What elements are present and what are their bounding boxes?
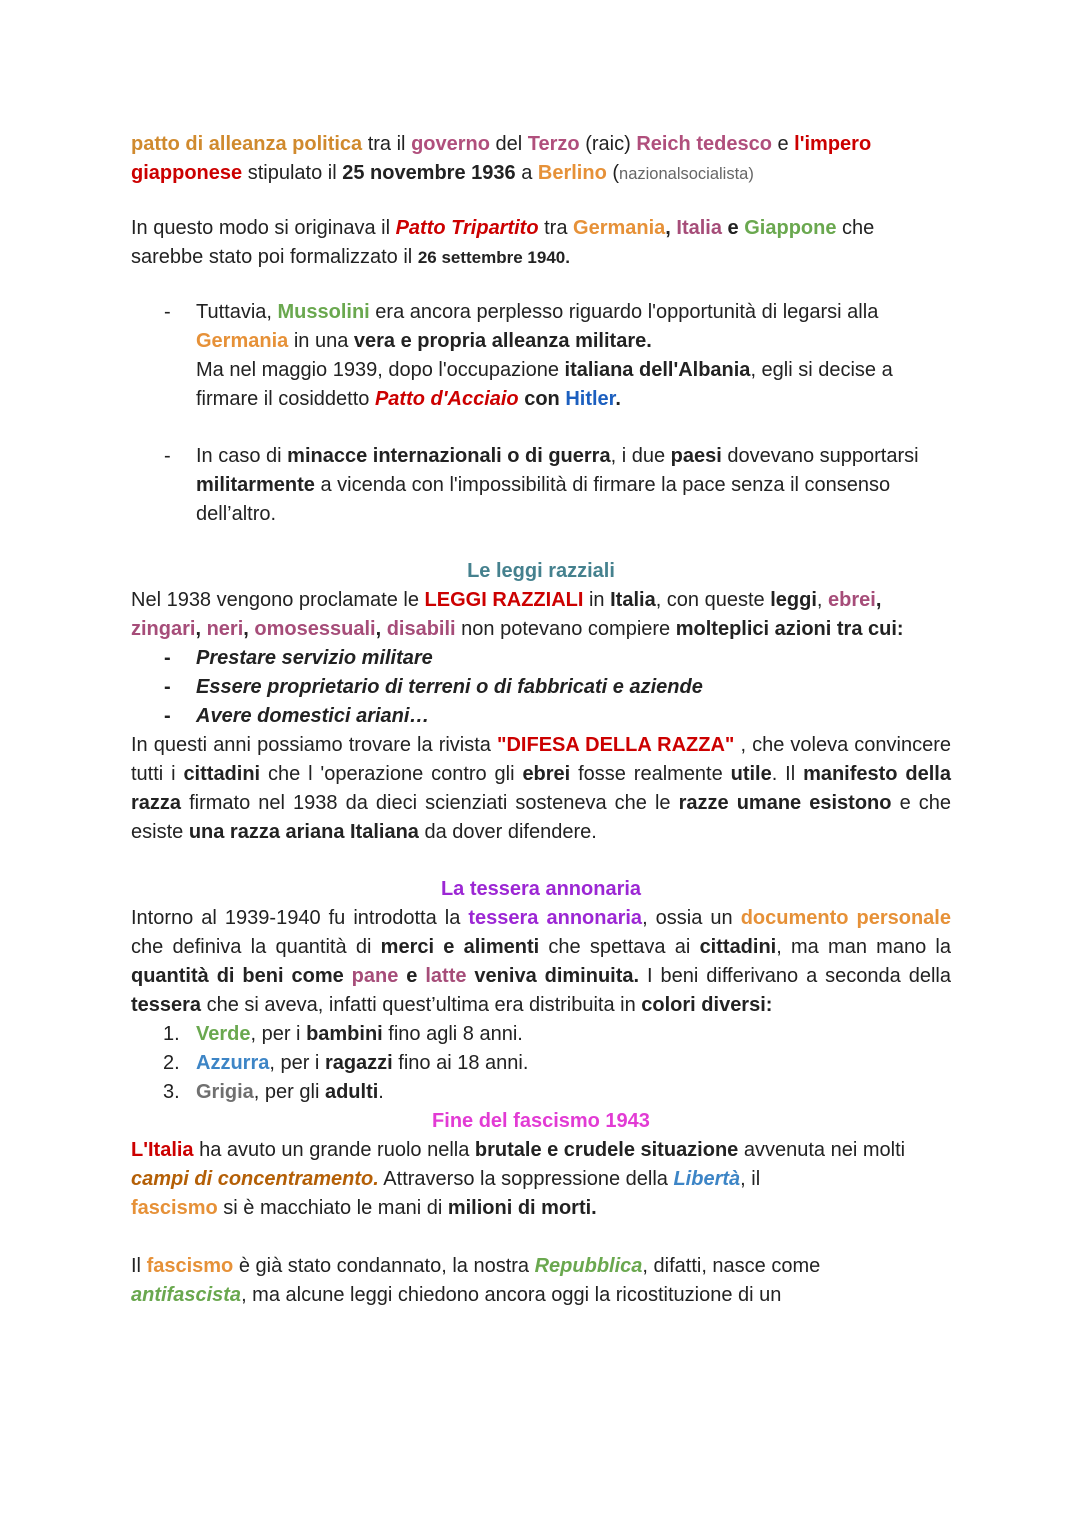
text-span: Repubblica xyxy=(534,1255,643,1277)
text-span: tra il xyxy=(362,133,412,155)
text-span: in una xyxy=(288,330,354,352)
text-span: Mussolini xyxy=(277,301,370,323)
text-span: , xyxy=(375,618,387,640)
text-span: adulti xyxy=(324,1081,379,1103)
list-item xyxy=(131,673,951,702)
text-span: che sarebbe stato poi formalizzato il xyxy=(131,217,875,268)
intro-paragraph xyxy=(131,130,951,189)
prohibitions-list xyxy=(131,644,951,731)
rivista-paragraph xyxy=(131,731,951,847)
text-span: vera e propria alleanza militare. xyxy=(353,330,652,352)
text-span: Ma nel maggio 1939, dopo l'occupazione xyxy=(196,359,565,381)
text-span: era ancora perplesso riguardo l'opportunità di legarsi alla xyxy=(369,301,879,323)
text-span: fascismo xyxy=(131,1197,218,1219)
tripartite-paragraph xyxy=(131,214,951,272)
list-item xyxy=(131,1020,951,1049)
text-span: latte xyxy=(425,965,467,987)
text-span: Germania xyxy=(196,330,289,352)
text-span: I beni differivano a seconda della xyxy=(639,965,951,987)
section-heading-tessera: La tessera annonaria xyxy=(440,878,642,900)
text-span: nazionalsocialista) xyxy=(619,165,754,183)
text-span: manifesto della razza xyxy=(131,763,951,814)
text-span: cittadini xyxy=(183,763,261,785)
text-span: veniva diminuita. xyxy=(466,965,640,987)
text-span: , per i xyxy=(269,1052,325,1074)
text-span: , xyxy=(875,589,882,611)
list-item-text: Essere proprietario di terreni o di fabbricati e aziende xyxy=(196,676,703,698)
list-item xyxy=(131,1049,951,1078)
text-span: ragazzi xyxy=(324,1052,393,1074)
fine-paragraph xyxy=(131,1136,951,1223)
text-span: a vicenda con l'impossibilità di firmare la pace senza il consenso dell’altro. xyxy=(196,474,891,525)
text-span: del xyxy=(489,133,528,155)
text-span: , per gli xyxy=(253,1081,325,1103)
text-span: patto di alleanza politica xyxy=(131,133,363,155)
text-span: razze umane xyxy=(678,792,802,814)
text-span: tessera annonaria xyxy=(468,907,643,929)
leggi-paragraph xyxy=(131,586,951,644)
text-span: Verde xyxy=(196,1023,251,1045)
text-span: da dover difendere. xyxy=(418,821,597,843)
text-span: , xyxy=(665,217,677,239)
text-span: fascismo xyxy=(146,1255,234,1277)
list-number: 1. xyxy=(163,1023,180,1045)
list-item-text: Prestare servizio militare xyxy=(196,647,433,669)
bullet-dash: - xyxy=(164,647,171,669)
text-span: avvenuta nei molti xyxy=(738,1139,906,1161)
bullet-mussolini xyxy=(131,298,951,414)
text-span: Grigia xyxy=(196,1081,254,1103)
text-span: documento personale xyxy=(740,907,951,929)
text-span: Patto Tripartito xyxy=(395,217,539,239)
text-span: in xyxy=(583,589,611,611)
text-span: fino ai 18 anni. xyxy=(392,1052,529,1074)
text-span: stipulato il xyxy=(242,162,343,184)
text-span: quantità di beni come xyxy=(131,965,352,987)
text-span: militarmente xyxy=(196,474,315,496)
text-span: zingari xyxy=(131,618,196,640)
text-span: , xyxy=(816,589,829,611)
list-item xyxy=(131,702,951,731)
text-span: In questi anni possiamo trovare la rivista xyxy=(131,734,497,756)
text-span: governo xyxy=(411,133,490,155)
text-span: esistono xyxy=(809,792,892,814)
text-span: Libertà xyxy=(673,1168,741,1190)
text-span: L'Italia xyxy=(131,1139,194,1161)
text-span: . xyxy=(615,388,621,410)
text-span: Intorno al 1939-1940 fu introdotta la xyxy=(131,907,469,929)
text-span: dovevano supportarsi xyxy=(721,445,919,467)
list-item xyxy=(131,1078,951,1107)
text-span: fosse realmente xyxy=(570,763,731,785)
text-span: , ma alcune leggi chiedono ancora oggi la ricostituzione di un xyxy=(241,1284,782,1306)
tessera-colors-list xyxy=(131,1020,951,1107)
text-span: Italia xyxy=(610,589,656,611)
text-span: , ossia un xyxy=(642,907,741,929)
text-span: Hitler xyxy=(565,388,616,410)
section-heading-leggi: Le leggi razziali xyxy=(467,560,615,582)
text-span: Berlino xyxy=(537,162,607,184)
text-span: che definiva la quantità di xyxy=(131,936,381,958)
text-span: , per i xyxy=(250,1023,307,1045)
text-span: Germania xyxy=(573,217,666,239)
tessera-paragraph xyxy=(131,904,951,1020)
text-span: , xyxy=(195,618,207,640)
list-item xyxy=(131,644,951,673)
text-span: Il xyxy=(131,1255,147,1277)
text-span: (raic) xyxy=(579,133,637,155)
bullet-dash: - xyxy=(164,676,171,698)
text-span: Italia xyxy=(676,217,722,239)
text-span: antifascista xyxy=(131,1284,242,1306)
text-span: , difatti, nasce come xyxy=(642,1255,821,1277)
text-span: minacce internazionali o di guerra xyxy=(287,445,611,467)
text-span: , che voleva convincere tutti i xyxy=(131,734,952,785)
text-span: a xyxy=(515,162,538,184)
text-span: ebrei xyxy=(522,763,571,785)
text-span: italiana dell'Albania xyxy=(564,359,751,381)
text-span: LEGGI RAZZIALI xyxy=(424,589,584,611)
text-span: 26 settembre 1940. xyxy=(417,248,570,267)
text-span: tessera xyxy=(131,994,202,1016)
text-span: Giappone xyxy=(744,217,837,239)
text-span: omosessuali xyxy=(254,618,376,640)
text-span: Terzo xyxy=(527,133,580,155)
text-span: Patto d'Acciaio xyxy=(374,388,519,410)
bullet-dash: - xyxy=(164,445,171,467)
text-span: molteplici azioni tra cui: xyxy=(675,618,904,640)
text-span: pane xyxy=(351,965,399,987)
text-span: brutale e crudele situazione xyxy=(474,1139,739,1161)
text-span: , i due xyxy=(610,445,671,467)
text-span: "DIFESA DELLA RAZZA" xyxy=(497,734,735,756)
text-span: Tuttavia, xyxy=(196,301,278,323)
bullet-minacce xyxy=(131,442,951,529)
text-span: e xyxy=(771,133,795,155)
text-span: non potevano compiere xyxy=(455,618,676,640)
text-span: bambini xyxy=(306,1023,383,1045)
bullet-dash: - xyxy=(164,705,171,727)
text-span: , ma man mano la xyxy=(776,936,952,958)
text-span: che spettava ai xyxy=(539,936,700,958)
text-span: che si aveva, infatti quest’ultima era distribuita in xyxy=(201,994,642,1016)
text-span: l'impero giapponese xyxy=(131,133,872,184)
text-span: tra xyxy=(538,217,574,239)
list-item-text: Avere domestici ariani… xyxy=(196,705,430,727)
text-span: milioni di morti. xyxy=(447,1197,597,1219)
text-span: che l 'operazione contro gli xyxy=(260,763,523,785)
text-span: fino agli 8 anni. xyxy=(382,1023,523,1045)
text-span: , il xyxy=(740,1168,761,1190)
text-span: Azzurra xyxy=(196,1052,270,1074)
text-span: ha avuto un grande ruolo nella xyxy=(193,1139,475,1161)
text-span: ebrei xyxy=(828,589,876,611)
text-span: Reich tedesco xyxy=(636,133,772,155)
bullet-dash: - xyxy=(164,301,171,323)
text-span: . xyxy=(378,1081,384,1103)
text-span: e xyxy=(398,965,426,987)
list-number: 2. xyxy=(163,1052,180,1074)
text-span: e che esiste xyxy=(131,792,951,843)
text-span: firmato nel 1938 da dieci scienziati sosteneva che le xyxy=(181,792,679,814)
list-number: 3. xyxy=(163,1081,180,1103)
text-span: paesi xyxy=(670,445,722,467)
text-span: In caso di xyxy=(196,445,288,467)
text-span: campi di concentramento. xyxy=(131,1168,379,1190)
text-span: In questo modo si originava il xyxy=(131,217,396,239)
text-span: Nel 1938 vengono proclamate le xyxy=(131,589,425,611)
text-span: 25 novembre 1936 xyxy=(342,162,516,184)
text-span: leggi xyxy=(770,589,817,611)
document-page xyxy=(131,130,951,1310)
text-span: una razza ariana Italiana xyxy=(188,821,419,843)
text-span: con xyxy=(518,388,566,410)
section-heading-fine: Fine del fascismo 1943 xyxy=(432,1110,650,1132)
text-span: si è macchiato le mani di xyxy=(217,1197,448,1219)
text-span: utile xyxy=(730,763,772,785)
text-span: ( xyxy=(606,162,620,184)
text-span: , xyxy=(243,618,255,640)
text-span: , con queste xyxy=(655,589,771,611)
text-span: è già stato condannato, la nostra xyxy=(233,1255,535,1277)
repubblica-paragraph xyxy=(131,1252,951,1310)
text-span: merci e alimenti xyxy=(380,936,540,958)
text-span: colori diversi: xyxy=(641,994,773,1016)
text-span: disabili xyxy=(386,618,456,640)
text-span: . Il xyxy=(771,763,804,785)
text-span: cittadini xyxy=(699,936,777,958)
text-span: , egli si decise a firmare il cosiddetto xyxy=(196,359,893,410)
text-span: Attraverso la soppressione della xyxy=(378,1168,674,1190)
text-span: neri xyxy=(206,618,244,640)
text-span: e xyxy=(721,217,745,239)
